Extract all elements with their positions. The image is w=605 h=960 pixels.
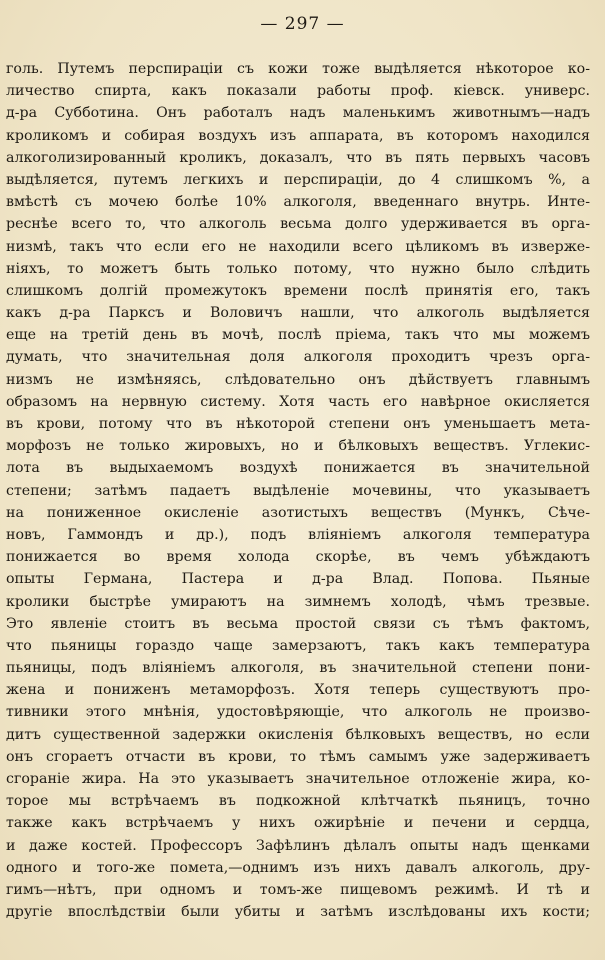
text-line: въ крови, потому что въ нѣкоторой степени онъ уменьшаетъ мета- [6, 416, 590, 432]
text-line: реснѣе всего то, что алкоголь весьма долго удерживается въ орга- [6, 216, 590, 233]
text-line: тивники этого мнѣнія, удостовѣряющіе, что алкоголь не произво- [6, 704, 590, 721]
text-line: жена и пониженъ метаморфозъ. Хотя теперь существуютъ про- [6, 682, 590, 699]
text-line: другіе впослѣдствіи были убиты и затѣмъ изслѣдованы ихъ кости; [6, 904, 590, 921]
text-line: также какъ встрѣчаемъ у нихъ ожирѣніе и печени и сердца, [6, 815, 590, 832]
text-line: что пьяницы гораздо чаще замерзаютъ, такъ какъ температура [6, 637, 590, 654]
text-line: дитъ существенной задержки окисленія бѣлковыхъ веществъ, но если [6, 726, 590, 743]
text-line: опыты Германа, Пастера и д-ра Влад. Попова. Пьяные [6, 571, 590, 588]
text-line: д-ра Субботина. Онъ работалъ надъ маленькимъ животнымъ—надъ [6, 105, 590, 122]
text-line: образомъ на нервную систему. Хотя часть его навѣрное окисляется [6, 393, 590, 410]
text-line: еще на третій день въ мочѣ, послѣ пріема, такъ что мы можемъ [6, 327, 590, 344]
text-line: на пониженное окисленіе азотистыхъ веществъ (Мункъ, Сѣче- [6, 504, 590, 521]
text-line: новъ, Гаммондъ и др.), подъ вліяніемъ алкоголя температура [6, 526, 590, 543]
text-line: какъ д-ра Парксъ и Воловичъ нашли, что алкоголь выдѣляется [6, 305, 590, 322]
text-line: пьяницы, подъ вліяніемъ алкоголя, въ значительной степени пони- [6, 660, 590, 677]
text-line: вмѣстѣ съ мочею болѣе 10% алкоголя, введеннаго внутрь. Инте- [6, 194, 590, 211]
text-line: морфозъ не только жировыхъ, но и бѣлковыхъ веществъ. Углекис- [6, 438, 590, 455]
text-line: думать, что значительная доля алкоголя проходитъ чрезъ орга- [6, 349, 590, 366]
text-line: ніяхъ, то можетъ быть только потому, что нужно было слѣдить [6, 260, 590, 277]
page-number: — 297 — [260, 14, 345, 34]
text-line: одного и того-же помета,—однимъ изъ нихъ давалъ алкоголь, дру- [6, 859, 590, 876]
text-line: алкоголизированный кроликъ, доказалъ, что въ пять первыхъ часовъ [6, 149, 590, 166]
text-line: голь. Путемъ перспираціи съ кожи тоже выдѣляется нѣкоторое ко- [6, 61, 590, 77]
body-text [6, 58, 590, 923]
text-line: слишкомъ долгій промежутокъ времени послѣ принятія его, такъ [6, 282, 590, 299]
text-line: степени; затѣмъ падаетъ выдѣленіе мочевины, что указываетъ [6, 482, 590, 499]
text-line: торое мы встрѣчаемъ въ подкожной клѣтчаткѣ пьяницъ, точно [6, 793, 590, 810]
text-line: Это явленіе стоитъ въ весьма простой связи съ тѣмъ фактомъ, [6, 615, 590, 632]
text-line: выдѣляется, путемъ легкихъ и перспираціи, до 4 слишкомъ %, а [6, 171, 590, 188]
text-line: лота въ выдыхаемомъ воздухѣ понижается въ значительной [6, 460, 590, 477]
text-line: кролики быстрѣе умираютъ на зимнемъ холодѣ, чѣмъ трезвые. [6, 593, 590, 610]
text-line: кроликомъ и собирая воздухъ изъ аппарата, въ которомъ находился [6, 127, 590, 144]
text-line: понижается во время холода скорѣе, въ чемъ убѣждаютъ [6, 549, 590, 566]
text-line: сгораніе жира. На это указываетъ значительное отложеніе жира, ко- [6, 771, 590, 787]
text-line: гимъ—нѣтъ, при одномъ и томъ-же пищевомъ режимѣ. И тѣ и [6, 881, 590, 898]
text-line: низмъ не измѣняясь, слѣдовательно онъ дѣйствуетъ главнымъ [6, 371, 590, 388]
text-line: и даже костей. Профессоръ Зафѣлинъ дѣлалъ опыты надъ щенками [6, 837, 590, 854]
text-line: личество спирта, какъ показали работы проф. кіевск. универс. [6, 83, 590, 100]
text-line: онъ сгораетъ отчасти въ крови, то тѣмъ самымъ уже задерживаетъ [6, 748, 590, 765]
text-line: низмѣ, такъ что если его не находили всего цѣликомъ въ изверже- [6, 238, 590, 255]
